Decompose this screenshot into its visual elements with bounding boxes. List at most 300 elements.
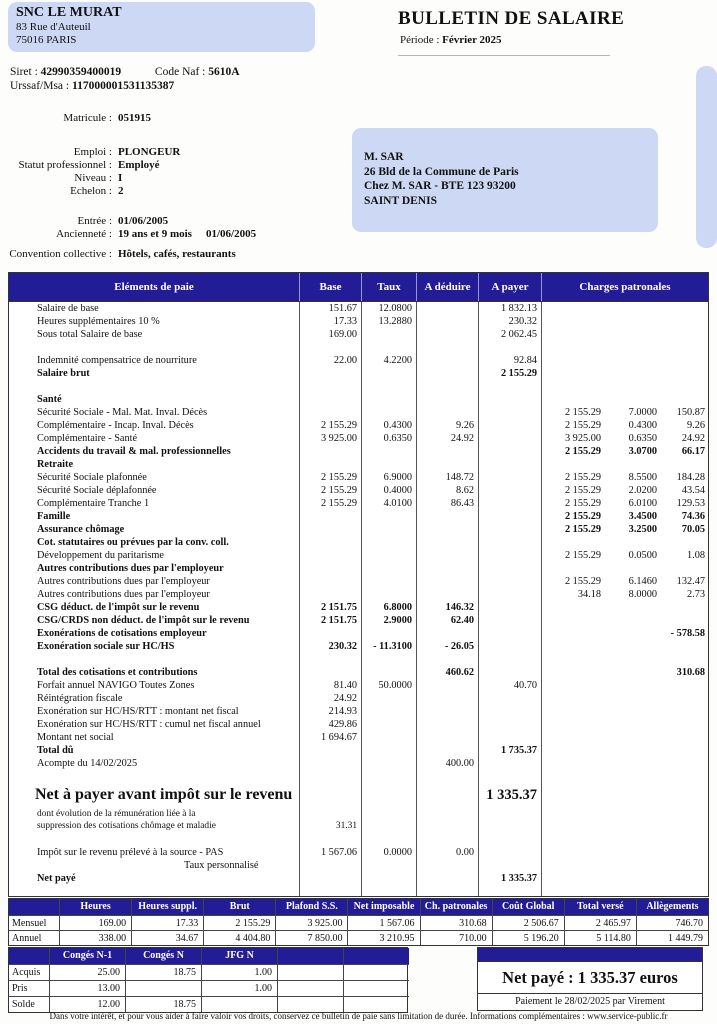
leave-balance-table — [8, 947, 408, 1013]
value-cell — [343, 980, 409, 996]
cell-a-deduire: 400.00 — [445, 758, 474, 769]
cell-taux — [361, 523, 416, 536]
convention-row — [0, 248, 236, 261]
cp-montant: 43.54 — [681, 485, 705, 496]
row-label: Annuel — [9, 930, 59, 945]
value-cell: 34.67 — [131, 930, 203, 945]
cp-base: 2 155.29 — [564, 420, 601, 431]
cell-charges-patronales — [541, 770, 708, 783]
cell-a-payer — [478, 393, 541, 406]
code-naf-label: Code Naf : — [154, 66, 206, 78]
cell-a-payer — [478, 614, 541, 627]
cell-charges-patronales — [541, 380, 708, 393]
row-label: Complémentaire - Santé — [37, 433, 138, 444]
cell-a-deduire: 460.62 — [445, 667, 474, 678]
cell-taux: - 11.3100 — [373, 641, 412, 652]
value-cell — [343, 964, 409, 980]
cell-charges-patronales — [541, 510, 708, 523]
cp-base — [541, 770, 603, 783]
totals-summary-table — [8, 898, 709, 946]
cell-charges-patronales — [541, 718, 708, 731]
column-divider — [478, 302, 479, 896]
cp-montant: 129.53 — [676, 498, 705, 509]
column-header: Total versé — [564, 899, 636, 915]
urssaf-label: Urssaf/Msa : — [10, 80, 70, 92]
cell-taux — [361, 445, 416, 458]
cp-taux: 8.0000 — [628, 589, 657, 600]
cell-base: 1 567.06 — [320, 847, 357, 858]
cp-base — [541, 679, 603, 692]
row-label: Exonération sociale sur HC/HS — [37, 641, 175, 652]
payroll-row — [9, 302, 708, 315]
cell-a-deduire — [416, 872, 478, 885]
cp-base — [541, 744, 603, 757]
cell-base — [299, 393, 361, 406]
cp-montant — [659, 833, 708, 846]
cell-base: 230.32 — [328, 641, 357, 652]
cp-taux — [603, 731, 659, 744]
cp-taux: 3.0700 — [628, 446, 657, 457]
row-label: Impôt sur le revenu prélevé à la source - PAS — [37, 847, 224, 858]
cell-a-payer — [478, 484, 541, 497]
cell-base: 2 151.75 — [320, 615, 357, 626]
cell-taux — [361, 809, 416, 821]
cell-a-payer — [478, 445, 541, 458]
cell-charges-patronales — [541, 859, 708, 872]
matricule-label: Matricule : — [63, 112, 112, 124]
payroll-row — [9, 497, 708, 510]
column-header — [9, 899, 59, 915]
entry-value: 01/06/2005 — [118, 215, 169, 227]
payroll-row — [9, 679, 708, 692]
cp-montant — [659, 393, 708, 406]
row-label: Salaire brut — [37, 368, 90, 379]
cell-taux — [361, 731, 416, 744]
cp-base: 2 155.29 — [564, 446, 601, 457]
value-cell: 2 155.29 — [203, 915, 275, 930]
cell-a-payer: 1 735.37 — [500, 745, 537, 756]
cp-taux — [603, 380, 659, 393]
cp-montant — [659, 640, 708, 653]
cell-base: 31.31 — [335, 821, 357, 831]
seniority-value: 19 ans et 9 mois — [118, 228, 192, 240]
value-cell: 5 196.20 — [492, 930, 564, 945]
cell-charges-patronales — [541, 757, 708, 770]
value-cell: 1.00 — [201, 964, 277, 980]
value-cell: 710.00 — [420, 930, 492, 945]
payroll-row — [9, 859, 708, 872]
row-label: Exonération sur HC/HS/RTT : montant net fiscal — [37, 706, 239, 717]
seniority-row — [0, 228, 256, 241]
entry-block — [0, 215, 256, 241]
cp-montant — [659, 859, 708, 872]
cp-taux — [603, 536, 659, 549]
cell-base: 2 155.29 — [320, 485, 357, 496]
cell-a-payer — [478, 846, 541, 859]
row-label: Assurance chômage — [37, 524, 125, 535]
row-label: Net payé — [37, 873, 76, 884]
payroll-filler-row — [9, 885, 708, 896]
cell-a-deduire: 146.32 — [445, 602, 474, 613]
cell-a-payer: 1 335.37 — [486, 787, 537, 803]
cell-base: 3 925.00 — [320, 433, 357, 444]
cell-a-deduire — [416, 458, 478, 471]
cp-base: 34.18 — [577, 589, 601, 600]
cp-montant: 9.26 — [686, 420, 705, 431]
cell-base: 169.00 — [328, 329, 357, 340]
cell-base — [299, 757, 361, 770]
payroll-row — [9, 744, 708, 757]
cell-a-deduire — [416, 679, 478, 692]
cell-a-payer — [478, 497, 541, 510]
cp-base — [541, 705, 603, 718]
urssaf-value: 117000001531135387 — [71, 80, 175, 92]
cell-charges-patronales — [541, 744, 708, 757]
cp-montant — [659, 380, 708, 393]
payroll-table-body — [9, 301, 708, 896]
cell-taux — [361, 341, 416, 354]
column-header: JFG N — [201, 948, 277, 964]
siret-value: 42990359400019 — [40, 66, 122, 78]
cp-base — [541, 666, 603, 679]
payroll-table-header — [9, 273, 708, 301]
net-pay-box — [477, 947, 703, 1011]
cell-a-deduire — [416, 393, 478, 406]
cell-taux — [361, 380, 416, 393]
cell-a-payer — [478, 419, 541, 432]
column-divider — [299, 302, 300, 896]
cell-base: 81.40 — [333, 680, 357, 691]
row-label: Santé — [37, 394, 62, 405]
cell-a-payer — [478, 432, 541, 445]
cell-a-deduire — [416, 809, 478, 821]
cell-a-payer — [478, 859, 541, 872]
cell-a-deduire — [416, 770, 478, 783]
cell-a-payer — [478, 821, 541, 833]
cell-charges-patronales — [541, 562, 708, 575]
cp-taux: 3.2500 — [628, 524, 657, 535]
cell-a-payer: 2 062.45 — [500, 329, 537, 340]
seniority-label: Ancienneté : — [56, 228, 112, 240]
cell-a-payer — [478, 471, 541, 484]
cp-taux — [603, 640, 659, 653]
col-header-elements: Eléments de paie — [114, 281, 194, 293]
row-label: dont évolution de la rémunération liée à la — [37, 809, 196, 819]
value-cell: 3 210.95 — [347, 930, 419, 945]
cell-a-payer — [478, 833, 541, 846]
payroll-row — [9, 445, 708, 458]
cell-taux — [361, 821, 416, 833]
cell-taux — [361, 393, 416, 406]
cp-taux — [603, 679, 659, 692]
cell-charges-patronales — [541, 809, 708, 821]
column-header: Heures suppl. — [131, 899, 203, 915]
row-label: Famille — [37, 511, 71, 522]
legal-footer-note: Dans votre intérêt, et pour vous aider à faire valoir vos droits, conservez ce bulletin de paie sans limitation de durée. Informations complémentaires : www.service-public.fr — [49, 1011, 668, 1021]
cp-base — [541, 536, 603, 549]
cell-base — [299, 510, 361, 523]
cell-taux — [361, 367, 416, 380]
cp-taux — [603, 562, 659, 575]
cell-charges-patronales — [541, 445, 708, 458]
cell-charges-patronales — [541, 666, 708, 679]
cell-a-payer — [478, 549, 541, 562]
cell-a-payer — [478, 718, 541, 731]
cell-taux — [361, 588, 416, 601]
cell-a-deduire — [416, 406, 478, 419]
job-field-row — [0, 172, 180, 185]
payroll-row — [9, 328, 708, 341]
employer-name: SNC LE MURAT — [16, 5, 122, 20]
cp-montant — [659, 315, 708, 328]
cell-charges-patronales — [541, 614, 708, 627]
field-value: I — [118, 172, 123, 184]
cp-montant — [659, 809, 708, 821]
cp-base: 2 155.29 — [564, 485, 601, 496]
cell-taux: 4.2200 — [383, 355, 412, 366]
cp-montant — [659, 770, 708, 783]
cell-a-deduire — [416, 445, 478, 458]
cell-charges-patronales — [541, 315, 708, 328]
cp-montant: 150.87 — [676, 407, 705, 418]
cp-base — [541, 846, 603, 859]
payroll-row — [9, 640, 708, 653]
cell-charges-patronales — [541, 821, 708, 833]
cell-charges-patronales — [541, 393, 708, 406]
cp-montant — [659, 367, 708, 380]
row-label: Taux personnalisé — [184, 860, 259, 871]
cp-base — [541, 809, 603, 821]
convention-value: Hôtels, cafés, restaurants — [118, 248, 236, 260]
payroll-row — [9, 419, 708, 432]
row-label: Salaire de base — [37, 303, 99, 314]
cell-base — [299, 406, 361, 419]
cell-taux — [361, 666, 416, 679]
cp-taux — [603, 705, 659, 718]
cell-base — [299, 744, 361, 757]
value-cell: 5 114.80 — [564, 930, 636, 945]
value-cell — [125, 980, 201, 996]
cell-a-payer — [478, 341, 541, 354]
row-label: Mensuel — [9, 915, 59, 930]
value-cell: 3 925.00 — [275, 915, 347, 930]
row-label: Autres contributions dues par l'employeur — [37, 576, 210, 587]
row-label: Sécurité Sociale déplafonnée — [37, 485, 157, 496]
cp-montant: 132.47 — [676, 576, 705, 587]
cp-base: 2 155.29 — [564, 472, 601, 483]
cell-base — [299, 549, 361, 562]
cell-a-deduire — [416, 744, 478, 757]
field-value: PLONGEUR — [118, 146, 181, 158]
entry-label: Entrée : — [77, 215, 112, 227]
row-label: suppression des cotisations chômage et maladie — [37, 821, 216, 831]
value-cell — [277, 996, 343, 1012]
payroll-row — [9, 614, 708, 627]
cell-charges-patronales — [541, 497, 708, 510]
employer-address-line2: 75016 PARIS — [16, 33, 77, 46]
cp-taux — [603, 302, 659, 315]
cp-base: 2 155.29 — [564, 407, 601, 418]
row-label: Total dû — [37, 745, 74, 756]
cp-base: 2 155.29 — [564, 576, 601, 587]
cell-charges-patronales — [541, 833, 708, 846]
cell-taux — [361, 872, 416, 885]
column-header — [343, 948, 409, 964]
cp-base: 2 155.29 — [564, 524, 601, 535]
cell-charges-patronales — [541, 302, 708, 315]
cell-a-deduire: 62.40 — [450, 615, 474, 626]
value-cell: 18.75 — [125, 996, 201, 1012]
cp-taux — [603, 393, 659, 406]
cp-montant: 74.36 — [681, 511, 705, 522]
cp-taux — [603, 770, 659, 783]
cell-charges-patronales — [541, 731, 708, 744]
column-header: Congés N — [125, 948, 201, 964]
row-label: Sécurité Sociale - Mal. Mat. Inval. Décès — [37, 407, 208, 418]
cell-charges-patronales — [541, 471, 708, 484]
job-fields-block — [0, 146, 180, 198]
column-header: Brut — [203, 899, 275, 915]
cp-montant — [659, 653, 708, 666]
row-label: Forfait annuel NAVIGO Toutes Zones — [37, 680, 195, 691]
cell-charges-patronales — [541, 458, 708, 471]
row-label: Accidents du travail & mal. professionnelles — [37, 446, 231, 457]
column-header: Allègements — [636, 899, 708, 915]
cell-a-deduire: 8.62 — [455, 485, 474, 496]
payroll-row — [9, 731, 708, 744]
column-header: Coût Global — [492, 899, 564, 915]
cell-taux — [361, 833, 416, 846]
cp-taux — [603, 718, 659, 731]
value-cell: 169.00 — [59, 915, 131, 930]
cell-a-deduire — [416, 536, 478, 549]
cell-charges-patronales — [541, 367, 708, 380]
cell-taux: 0.6350 — [383, 433, 412, 444]
cell-base: 2 151.75 — [320, 602, 357, 613]
cp-taux — [603, 614, 659, 627]
cell-a-payer: 1 335.37 — [500, 873, 537, 884]
cp-base — [541, 859, 603, 872]
cell-base: 1 694.67 — [320, 732, 357, 743]
employer-box — [8, 2, 315, 52]
payroll-row — [9, 705, 708, 718]
cp-base — [541, 757, 603, 770]
cp-base: 3 925.00 — [564, 433, 601, 444]
row-label: Acquis — [9, 964, 49, 980]
payroll-row — [9, 575, 708, 588]
cell-charges-patronales — [541, 627, 708, 640]
value-cell — [201, 996, 277, 1012]
cell-charges-patronales — [541, 419, 708, 432]
cell-a-deduire — [416, 549, 478, 562]
cell-a-payer: 2 155.29 — [500, 368, 537, 379]
row-label: Autres contributions dues par l'employeur — [37, 563, 224, 574]
value-cell: 1 449.79 — [636, 930, 708, 945]
row-label: CSG/CRDS non déduct. de l'impôt sur le revenu — [37, 615, 250, 626]
row-label: Exonération sur HC/HS/RTT : cumul net fiscal annuel — [37, 719, 261, 730]
cell-a-deduire: 148.72 — [445, 472, 474, 483]
payroll-row — [9, 833, 708, 846]
row-label — [9, 380, 299, 393]
cell-taux: 4.0100 — [383, 498, 412, 509]
payroll-row — [9, 471, 708, 484]
value-cell: 18.75 — [125, 964, 201, 980]
cp-base — [541, 315, 603, 328]
cp-taux — [603, 846, 659, 859]
cell-a-deduire — [416, 783, 478, 809]
cp-taux — [603, 653, 659, 666]
cell-base: 2 155.29 — [320, 472, 357, 483]
col-header-a-deduire: A déduire — [416, 273, 478, 301]
cell-taux: 12.0800 — [378, 303, 412, 314]
row-label: Retraite — [37, 459, 74, 470]
row-label: CSG déduct. de l'impôt sur le revenu — [37, 602, 200, 613]
cell-charges-patronales — [541, 536, 708, 549]
employee-address-line: SAINT DENIS — [364, 194, 437, 207]
cell-taux — [361, 770, 416, 783]
cp-montant — [659, 872, 708, 885]
payroll-row — [9, 432, 708, 445]
cell-a-deduire: 86.43 — [450, 498, 474, 509]
cp-montant — [659, 601, 708, 614]
payroll-row — [9, 380, 708, 393]
cell-charges-patronales — [541, 872, 708, 885]
cell-a-payer — [478, 536, 541, 549]
cell-a-deduire — [416, 575, 478, 588]
cell-charges-patronales — [541, 354, 708, 367]
row-label — [9, 653, 299, 666]
cell-taux — [361, 562, 416, 575]
cp-montant — [659, 354, 708, 367]
cell-a-deduire — [416, 705, 478, 718]
cell-base: 17.33 — [333, 316, 357, 327]
cell-taux: 2.9000 — [383, 615, 412, 626]
cp-base — [541, 783, 603, 809]
cp-base — [541, 601, 603, 614]
cell-taux — [361, 705, 416, 718]
payroll-row — [9, 846, 708, 859]
row-label: Développement du paritarisme — [37, 550, 164, 561]
cell-a-deduire — [416, 718, 478, 731]
cp-base — [541, 653, 603, 666]
cell-a-payer: 40.70 — [513, 680, 537, 691]
cell-a-deduire — [416, 302, 478, 315]
cell-a-payer — [478, 757, 541, 770]
value-cell: 17.33 — [131, 915, 203, 930]
cp-montant — [659, 614, 708, 627]
cell-a-payer — [478, 588, 541, 601]
column-header: Ch. patronales — [420, 899, 492, 915]
summary-row — [9, 915, 708, 930]
cell-taux: 6.9000 — [383, 472, 412, 483]
cell-charges-patronales — [541, 846, 708, 859]
cell-a-payer — [478, 666, 541, 679]
cell-base — [299, 653, 361, 666]
row-label: Exonérations de cotisations employeur — [37, 628, 207, 639]
title-block — [398, 8, 625, 56]
value-cell — [343, 996, 409, 1012]
field-label: Niveau : — [74, 172, 112, 184]
row-label: Net à payer avant impôt sur le revenu — [35, 786, 293, 803]
employer-address-line1: 83 Rue d'Auteuil — [16, 21, 91, 33]
cp-taux — [603, 859, 659, 872]
cp-base — [541, 393, 603, 406]
cp-taux — [603, 872, 659, 885]
cp-taux — [603, 367, 659, 380]
cell-a-payer — [478, 692, 541, 705]
row-label: Sous total Salaire de base — [37, 329, 143, 340]
payroll-row — [9, 484, 708, 497]
